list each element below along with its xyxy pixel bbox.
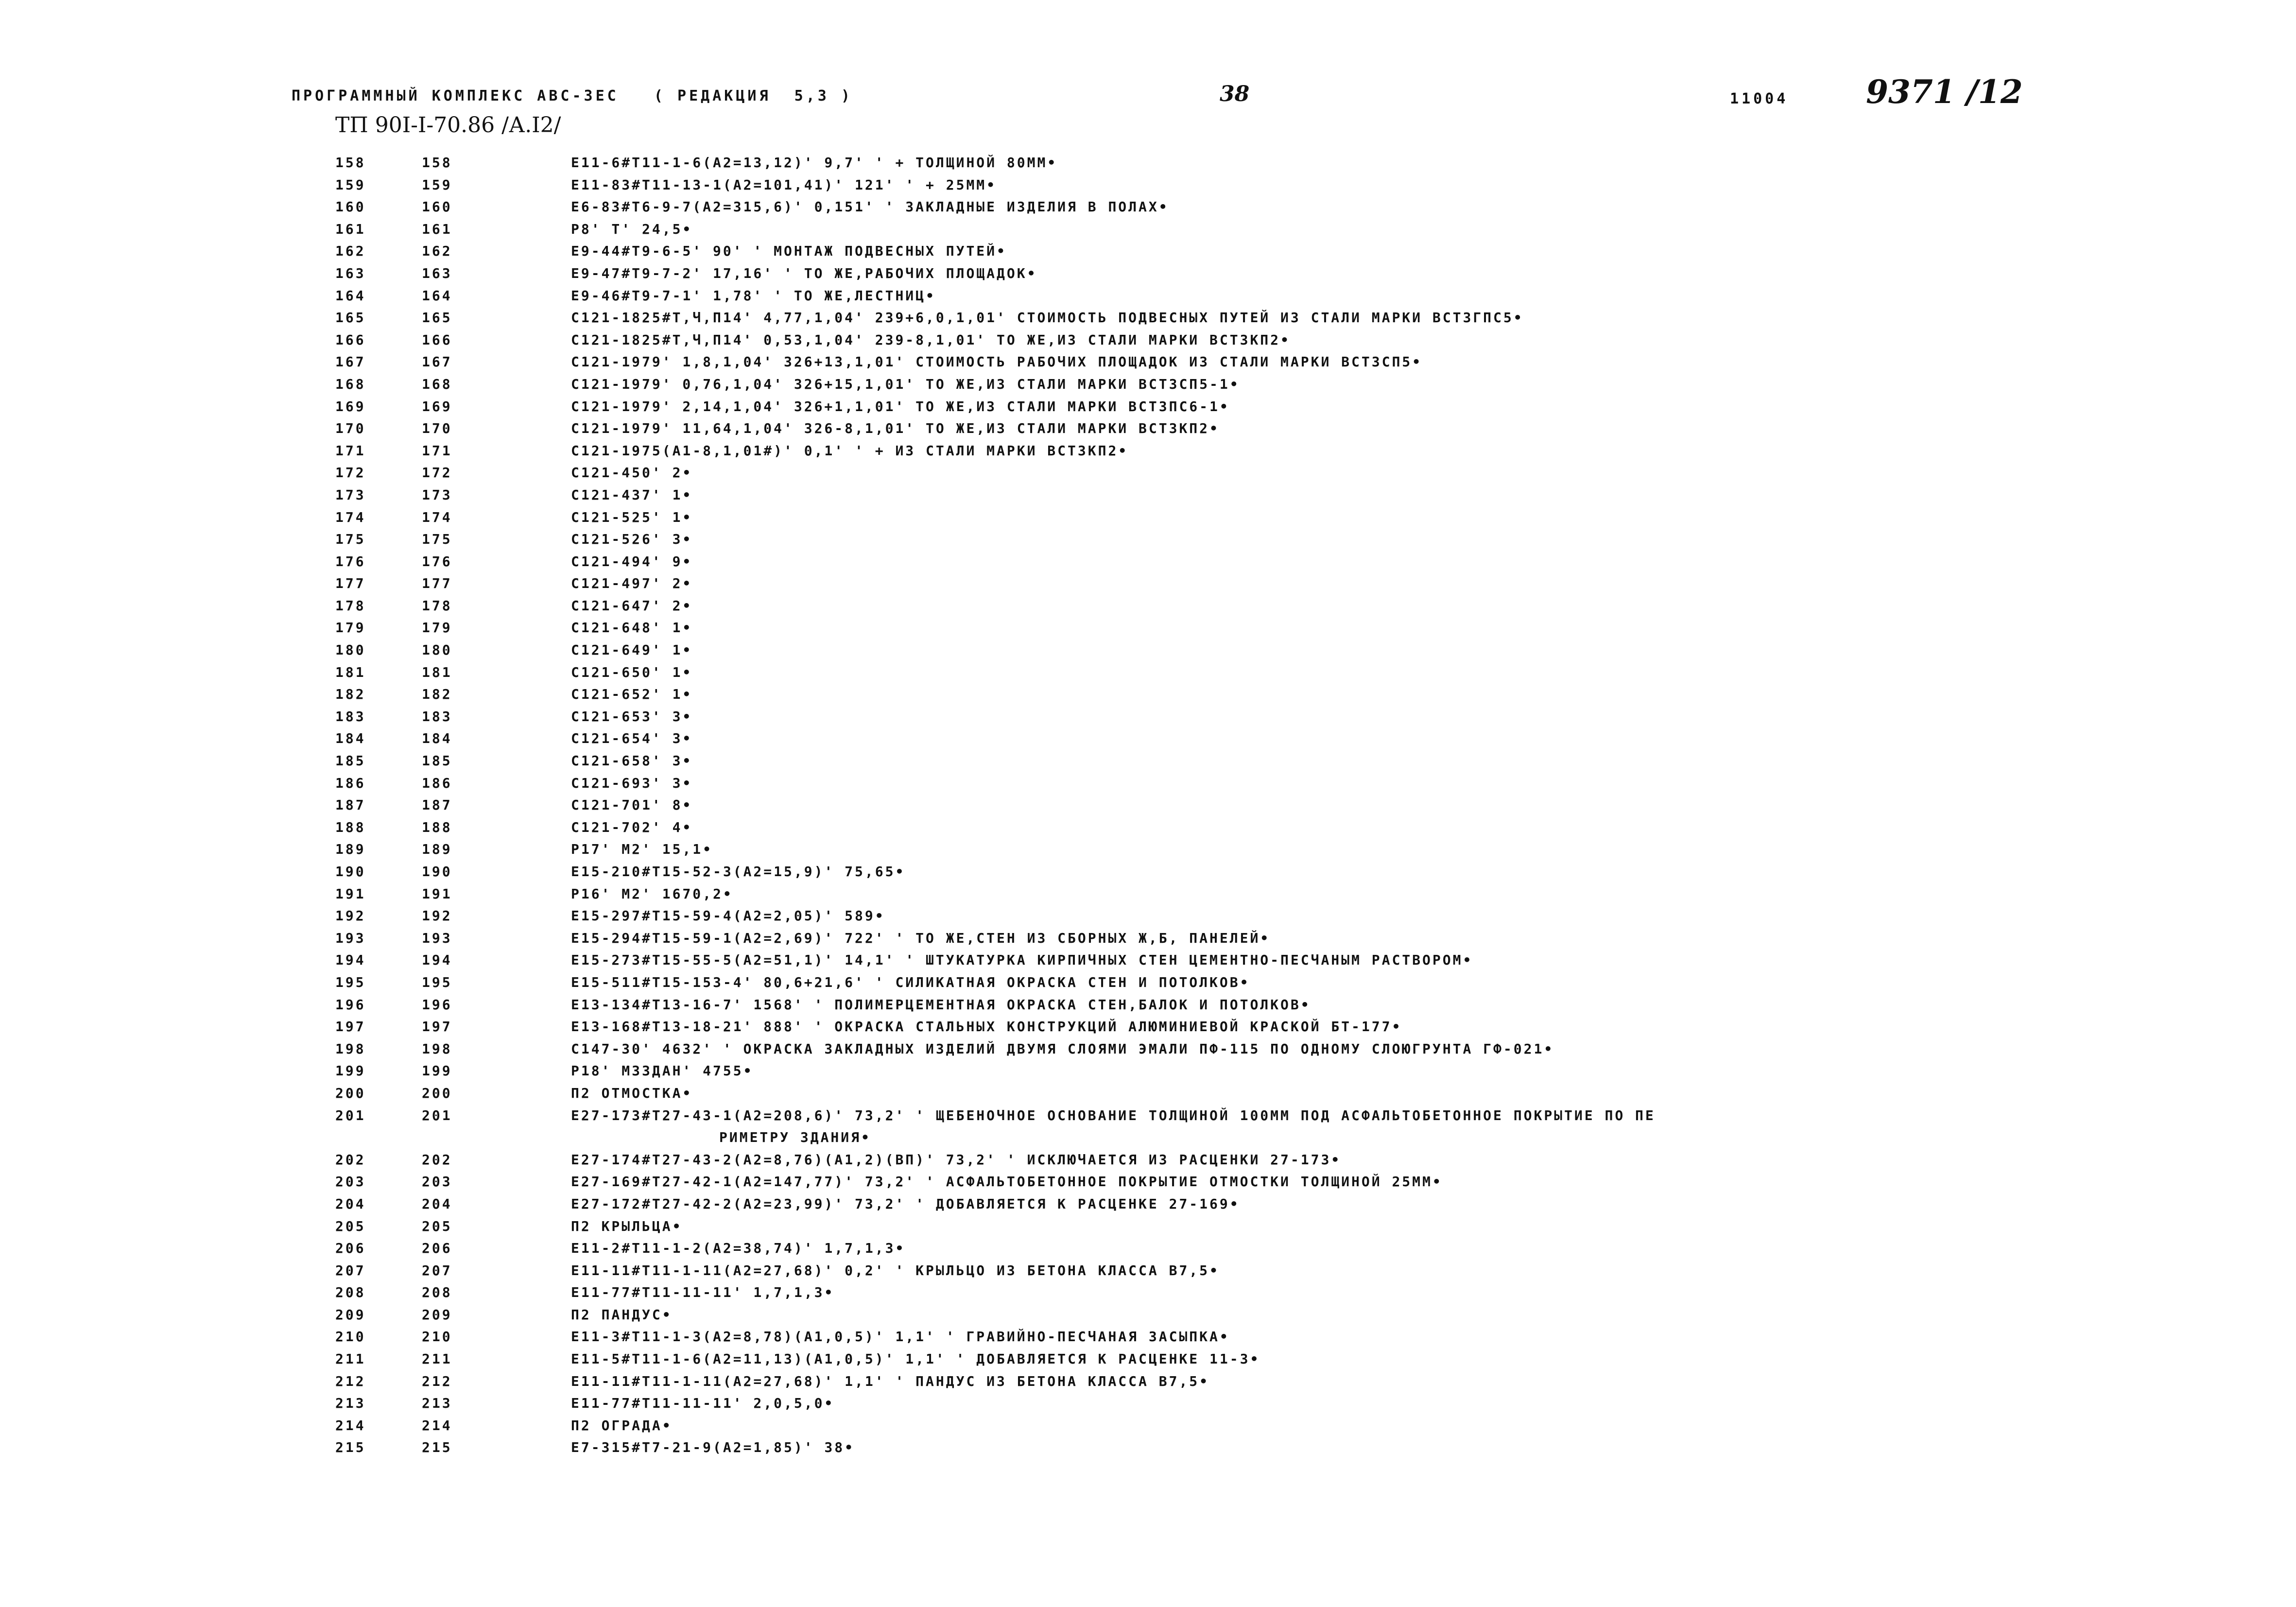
line-number: 212 bbox=[335, 1373, 366, 1389]
statement-number: 181 bbox=[422, 664, 452, 680]
line-number: 168 bbox=[335, 376, 366, 392]
line-number: 204 bbox=[335, 1195, 366, 1212]
statement-text: Е6-83#Т6-9-7(А2=315,6)' 0,151' ' ЗАКЛАДНЫЕ ИЗДЕЛИЯ В ПОЛАХ• bbox=[571, 199, 1169, 215]
line-number: 167 bbox=[335, 354, 366, 370]
statement-number: 197 bbox=[422, 1019, 452, 1035]
table-row bbox=[0, 708, 2296, 731]
line-number: 200 bbox=[335, 1085, 366, 1101]
table-row bbox=[0, 420, 2296, 443]
table-row bbox=[0, 1373, 2296, 1396]
statement-text: С121-701' 8• bbox=[571, 797, 693, 813]
statement-number: 192 bbox=[422, 908, 452, 924]
statement-number: 214 bbox=[422, 1417, 452, 1434]
line-number: 182 bbox=[335, 686, 366, 703]
statement-text: Е11-5#Т11-1-6(А2=11,13)(А1,0,5)' 1,1' ' ДОБАВЛЯЕТСЯ К РАСЦЕНКЕ 11-3• bbox=[571, 1351, 1260, 1367]
statement-text: С121-494' 9• bbox=[571, 553, 693, 570]
table-row bbox=[0, 620, 2296, 642]
line-number: 158 bbox=[335, 155, 366, 171]
statement-number: 175 bbox=[422, 531, 452, 548]
statement-text: Е27-169#Т27-42-1(А2=147,77)' 73,2' ' АСФАЛЬТОБЕТОННОЕ ПОКРЫТИЕ ОТМОСТКИ ТОЛЩИНОЙ 25ММ• bbox=[571, 1174, 1443, 1190]
line-number: 187 bbox=[335, 797, 366, 813]
statement-number: 213 bbox=[422, 1395, 452, 1412]
statement-number: 215 bbox=[422, 1439, 452, 1456]
statement-text: П2 ПАНДУС• bbox=[571, 1306, 673, 1323]
table-row bbox=[0, 730, 2296, 753]
line-number: 181 bbox=[335, 664, 366, 680]
project-subtitle: ТП 90I-I-70.86 /А.I2/ bbox=[335, 113, 561, 138]
statement-number: 164 bbox=[422, 287, 452, 304]
statement-text: Е15-297#Т15-59-4(А2=2,05)' 589• bbox=[571, 908, 885, 924]
line-number: 213 bbox=[335, 1395, 366, 1412]
statement-number: 187 bbox=[422, 797, 452, 813]
table-row bbox=[0, 1196, 2296, 1218]
statement-text: С121-1825#Т,Ч,П14' 4,77,1,04' 239+6,0,1,01' СТОИМОСТЬ ПОДВЕСНЫХ ПУТЕЙ ИЗ СТАЛИ МАРКИ ВСТЗГПС5• bbox=[571, 310, 1524, 326]
table-row bbox=[0, 1351, 2296, 1373]
statement-number: 190 bbox=[422, 864, 452, 880]
statement-number: 198 bbox=[422, 1040, 452, 1057]
line-number: 164 bbox=[335, 287, 366, 304]
statement-number: 191 bbox=[422, 885, 452, 902]
program-title: ПРОГРАММНЫЙ КОМПЛЕКС АВС-3ЕС ( РЕДАКЦИЯ 5,3 ) bbox=[292, 87, 853, 104]
line-number: 201 bbox=[335, 1107, 366, 1123]
table-row bbox=[0, 686, 2296, 708]
table-row bbox=[0, 221, 2296, 243]
statement-number: 172 bbox=[422, 465, 452, 481]
statement-text: Е11-77#Т11-11-11' 1,7,1,3• bbox=[571, 1284, 835, 1301]
statement-number: 208 bbox=[422, 1284, 452, 1301]
statement-text: Р18' МЗЗДАН' 4755• bbox=[571, 1063, 754, 1079]
statement-number: 186 bbox=[422, 775, 452, 791]
statement-number: 176 bbox=[422, 553, 452, 570]
table-row bbox=[0, 1329, 2296, 1351]
table-row bbox=[0, 952, 2296, 974]
table-row bbox=[0, 1063, 2296, 1085]
line-number: 178 bbox=[335, 597, 366, 614]
line-number: 211 bbox=[335, 1351, 366, 1367]
statement-text: Е11-3#Т11-1-3(А2=8,78)(А1,0,5)' 1,1' ' ГРАВИЙНО-ПЕСЧАНАЯ ЗАСЫПКА• bbox=[571, 1329, 1230, 1345]
statement-number: 162 bbox=[422, 243, 452, 259]
table-row bbox=[0, 1395, 2296, 1417]
table-row bbox=[0, 354, 2296, 376]
line-number: 162 bbox=[335, 243, 366, 259]
statement-number: 161 bbox=[422, 221, 452, 237]
statement-text: С121-702' 4• bbox=[571, 819, 693, 835]
statement-text: С121-653' 3• bbox=[571, 708, 693, 725]
table-row bbox=[0, 288, 2296, 310]
statement-text: С121-652' 1• bbox=[571, 686, 693, 703]
statement-text: Е13-168#Т13-18-21' 888' ' ОКРАСКА СТАЛЬНЫХ КОНСТРУКЦИЙ АЛЮМИНИЕВОЙ КРАСКОЙ БТ-177• bbox=[571, 1019, 1402, 1035]
line-number: 176 bbox=[335, 553, 366, 570]
table-row bbox=[0, 509, 2296, 532]
table-row bbox=[0, 310, 2296, 332]
listing-rows bbox=[0, 155, 2296, 1462]
statement-text: С121-647' 2• bbox=[571, 597, 693, 614]
line-number: 194 bbox=[335, 952, 366, 968]
statement-text: Е15-273#Т15-55-5(А2=51,1)' 14,1' ' ШТУКАТУРКА КИРПИЧНЫХ СТЕН ЦЕМЕНТНО-ПЕСЧАНЫМ РАСТВОРОМ• bbox=[571, 952, 1473, 968]
statement-text: С121-1979' 1,8,1,04' 326+13,1,01' СТОИМОСТЬ РАБОЧИХ ПЛОЩАДОК ИЗ СТАЛИ МАРКИ ВСТЗСП5• bbox=[571, 354, 1423, 370]
table-row bbox=[0, 332, 2296, 354]
line-number: 160 bbox=[335, 199, 366, 215]
statement-number: 173 bbox=[422, 486, 452, 503]
table-row bbox=[0, 908, 2296, 930]
statement-text: С121-1979' 11,64,1,04' 326-8,1,01' ТО ЖЕ,ИЗ СТАЛИ МАРКИ ВСТЗКП2• bbox=[571, 420, 1220, 437]
line-number: 205 bbox=[335, 1218, 366, 1234]
table-row bbox=[0, 553, 2296, 576]
statement-number: 188 bbox=[422, 819, 452, 835]
table-row bbox=[0, 575, 2296, 598]
statement-text: С121-450' 2• bbox=[571, 465, 693, 481]
statement-text: Р16' М2' 1670,2• bbox=[571, 885, 733, 902]
statement-number: 165 bbox=[422, 310, 452, 326]
statement-text: С121-526' 3• bbox=[571, 531, 693, 548]
statement-number: 184 bbox=[422, 730, 452, 747]
page-number: 38 bbox=[1220, 82, 1250, 106]
statement-text: Е11-77#Т11-11-11' 2,0,5,0• bbox=[571, 1395, 835, 1412]
statement-text: Е27-173#Т27-43-1(А2=208,6)' 73,2' ' ЩЕБЕНОЧНОЕ ОСНОВАНИЕ ТОЛЩИНОЙ 100ММ ПОД АСФАЛЬТОБЕТОННОЕ ПОКРЫТИЕ ПО ПЕ bbox=[571, 1107, 1656, 1123]
statement-text: С121-437' 1• bbox=[571, 486, 693, 503]
table-row bbox=[0, 177, 2296, 199]
statement-text: Е13-134#Т13-16-7' 1568' ' ПОЛИМЕРЦЕМЕНТНАЯ ОКРАСКА СТЕН,БАЛОК И ПОТОЛКОВ• bbox=[571, 996, 1311, 1013]
table-row bbox=[0, 1262, 2296, 1285]
statement-text: С121-658' 3• bbox=[571, 753, 693, 769]
statement-number: 177 bbox=[422, 575, 452, 592]
statement-number: 159 bbox=[422, 176, 452, 193]
statement-text: Е9-46#Т9-7-1' 1,78' ' ТО ЖЕ,ЛЕСТНИЦ• bbox=[571, 287, 936, 304]
statement-number: 183 bbox=[422, 708, 452, 725]
statement-text: С147-30' 4632' ' ОКРАСКА ЗАКЛАДНЫХ ИЗДЕЛИЙ ДВУМЯ СЛОЯМИ ЭМАЛИ ПФ-115 ПО ОДНОМУ СЛОЮГРУНТА ГФ-021• bbox=[571, 1040, 1554, 1057]
statement-number: 178 bbox=[422, 597, 452, 614]
line-number: 177 bbox=[335, 575, 366, 592]
line-number: 203 bbox=[335, 1174, 366, 1190]
line-number: 186 bbox=[335, 775, 366, 791]
statement-text: Р17' М2' 15,1• bbox=[571, 841, 713, 858]
statement-text: П2 КРЫЛЬЦА• bbox=[571, 1218, 683, 1234]
statement-number: 207 bbox=[422, 1262, 452, 1279]
statement-text: С121-525' 1• bbox=[571, 509, 693, 525]
statement-number: 194 bbox=[422, 952, 452, 968]
statement-number: 201 bbox=[422, 1107, 452, 1123]
statement-text: С121-1825#Т,Ч,П14' 0,53,1,04' 239-8,1,01' ТО ЖЕ,ИЗ СТАЛИ МАРКИ ВСТЗКП2• bbox=[571, 331, 1291, 348]
statement-number: 168 bbox=[422, 376, 452, 392]
table-row bbox=[0, 1417, 2296, 1440]
table-row bbox=[0, 155, 2296, 177]
table-row bbox=[0, 775, 2296, 797]
table-row bbox=[0, 997, 2296, 1019]
statement-text: С121-693' 3• bbox=[571, 775, 693, 791]
statement-number: 205 bbox=[422, 1218, 452, 1234]
line-number: 195 bbox=[335, 974, 366, 990]
line-number: 180 bbox=[335, 642, 366, 658]
document-code: 11004 bbox=[1730, 90, 1789, 107]
statement-number: 169 bbox=[422, 398, 452, 415]
statement-number: 189 bbox=[422, 841, 452, 858]
line-number: 172 bbox=[335, 465, 366, 481]
line-number: 199 bbox=[335, 1063, 366, 1079]
statement-number: 180 bbox=[422, 642, 452, 658]
line-number: 161 bbox=[335, 221, 366, 237]
table-row bbox=[0, 642, 2296, 664]
line-number: 159 bbox=[335, 176, 366, 193]
statement-text: Е9-47#Т9-7-2' 17,16' ' ТО ЖЕ,РАБОЧИХ ПЛОЩАДОК• bbox=[571, 265, 1037, 281]
statement-text: С121-650' 1• bbox=[571, 664, 693, 680]
statement-number: 160 bbox=[422, 199, 452, 215]
statement-number: 158 bbox=[422, 155, 452, 171]
statement-number: 200 bbox=[422, 1085, 452, 1101]
statement-number: 202 bbox=[422, 1151, 452, 1168]
line-number: 215 bbox=[335, 1439, 366, 1456]
statement-text: Е15-511#Т15-153-4' 80,6+21,6' ' СИЛИКАТНАЯ ОКРАСКА СТЕН И ПОТОЛКОВ• bbox=[571, 974, 1250, 990]
statement-text: Е11-11#Т11-1-11(А2=27,68)' 0,2' ' КРЫЛЬЦО ИЗ БЕТОНА КЛАССА В7,5• bbox=[571, 1262, 1220, 1279]
statement-number: 212 bbox=[422, 1373, 452, 1389]
table-row bbox=[0, 1085, 2296, 1107]
table-row bbox=[0, 864, 2296, 886]
table-row bbox=[0, 1439, 2296, 1462]
line-number: 197 bbox=[335, 1019, 366, 1035]
statement-number: 179 bbox=[422, 620, 452, 636]
line-number: 193 bbox=[335, 930, 366, 946]
statement-text: Е15-210#Т15-52-3(А2=15,9)' 75,65• bbox=[571, 864, 906, 880]
line-number: 163 bbox=[335, 265, 366, 281]
statement-text: Е9-44#Т9-6-5' 90' ' МОНТАЖ ПОДВЕСНЫХ ПУТЕЙ• bbox=[571, 243, 1007, 259]
table-row bbox=[0, 1218, 2296, 1241]
table-row bbox=[0, 443, 2296, 465]
table-row bbox=[0, 819, 2296, 842]
statement-number: 167 bbox=[422, 354, 452, 370]
table-row bbox=[0, 531, 2296, 553]
line-number: 196 bbox=[335, 996, 366, 1013]
statement-text: С121-648' 1• bbox=[571, 620, 693, 636]
statement-text: Е11-83#Т11-13-1(А2=101,41)' 121' ' + 25ММ• bbox=[571, 176, 997, 193]
line-number: 189 bbox=[335, 841, 366, 858]
statement-number: 196 bbox=[422, 996, 452, 1013]
line-number: 171 bbox=[335, 442, 366, 459]
statement-text: Е11-6#Т11-1-6(А2=13,12)' 9,7' ' + ТОЛЩИНОЙ 80ММ• bbox=[571, 155, 1058, 171]
table-row bbox=[0, 841, 2296, 864]
statement-number: 174 bbox=[422, 509, 452, 525]
statement-text: С121-1975(А1-8,1,01#)' 0,1' ' + ИЗ СТАЛИ МАРКИ ВСТЗКП2• bbox=[571, 442, 1129, 459]
table-row bbox=[0, 376, 2296, 398]
line-number: 190 bbox=[335, 864, 366, 880]
line-number: 175 bbox=[335, 531, 366, 548]
table-row bbox=[0, 465, 2296, 487]
statement-number: 209 bbox=[422, 1306, 452, 1323]
line-number: 170 bbox=[335, 420, 366, 437]
statement-text: П2 ОТМОСТКА• bbox=[571, 1085, 693, 1101]
table-row bbox=[0, 1019, 2296, 1041]
line-number: 188 bbox=[335, 819, 366, 835]
line-number: 184 bbox=[335, 730, 366, 747]
statement-number: 170 bbox=[422, 420, 452, 437]
statement-text: С121-654' 3• bbox=[571, 730, 693, 747]
table-row bbox=[0, 930, 2296, 952]
line-number: 183 bbox=[335, 708, 366, 725]
table-row bbox=[0, 487, 2296, 509]
sheet-number: 9371 /12 bbox=[1866, 73, 2023, 111]
line-number: 208 bbox=[335, 1284, 366, 1301]
line-number: 202 bbox=[335, 1151, 366, 1168]
table-row bbox=[0, 598, 2296, 620]
table-row bbox=[0, 753, 2296, 775]
statement-text: С121-497' 2• bbox=[571, 575, 693, 592]
statement-text: П2 ОГРАДА• bbox=[571, 1417, 673, 1434]
line-number: 191 bbox=[335, 885, 366, 902]
table-row bbox=[0, 1152, 2296, 1174]
table-row bbox=[0, 974, 2296, 997]
statement-number: 195 bbox=[422, 974, 452, 990]
table-row bbox=[0, 199, 2296, 221]
line-number: 206 bbox=[335, 1240, 366, 1257]
line-number: 173 bbox=[335, 486, 366, 503]
statement-number: 211 bbox=[422, 1351, 452, 1367]
statement-number: 171 bbox=[422, 442, 452, 459]
line-number: 209 bbox=[335, 1306, 366, 1323]
line-number: 207 bbox=[335, 1262, 366, 1279]
line-number: 210 bbox=[335, 1329, 366, 1345]
table-row bbox=[0, 797, 2296, 819]
table-row bbox=[0, 1284, 2296, 1307]
table-row bbox=[0, 243, 2296, 265]
line-number: 185 bbox=[335, 753, 366, 769]
statement-text: С121-649' 1• bbox=[571, 642, 693, 658]
statement-continuation: РИМЕТРУ ЗДАНИЯ• bbox=[719, 1129, 871, 1146]
statement-text: Е7-315#Т7-21-9(А2=1,85)' 38• bbox=[571, 1439, 855, 1456]
statement-number: 163 bbox=[422, 265, 452, 281]
statement-text: Р8' Т' 24,5• bbox=[571, 221, 693, 237]
line-number: 192 bbox=[335, 908, 366, 924]
table-row bbox=[0, 1307, 2296, 1329]
table-row bbox=[0, 1107, 2296, 1152]
statement-text: Е27-174#Т27-43-2(А2=8,76)(А1,2)(ВП)' 73,2' ' ИСКЛЮЧАЕТСЯ ИЗ РАСЦЕНКИ 27-173• bbox=[571, 1151, 1342, 1168]
statement-number: 185 bbox=[422, 753, 452, 769]
statement-text: Е27-172#Т27-42-2(А2=23,99)' 73,2' ' ДОБАВЛЯЕТСЯ К РАСЦЕНКЕ 27-169• bbox=[571, 1195, 1240, 1212]
line-number: 165 bbox=[335, 310, 366, 326]
statement-number: 182 bbox=[422, 686, 452, 703]
statement-number: 193 bbox=[422, 930, 452, 946]
line-number: 214 bbox=[335, 1417, 366, 1434]
line-number: 166 bbox=[335, 331, 366, 348]
statement-number: 206 bbox=[422, 1240, 452, 1257]
statement-number: 199 bbox=[422, 1063, 452, 1079]
statement-text: С121-1979' 0,76,1,04' 326+15,1,01' ТО ЖЕ,ИЗ СТАЛИ МАРКИ ВСТЗСП5-1• bbox=[571, 376, 1240, 392]
statement-text: Е15-294#Т15-59-1(А2=2,69)' 722' ' ТО ЖЕ,СТЕН ИЗ СБОРНЫХ Ж,Б, ПАНЕЛЕЙ• bbox=[571, 930, 1271, 946]
line-number: 174 bbox=[335, 509, 366, 525]
line-number: 169 bbox=[335, 398, 366, 415]
table-row bbox=[0, 886, 2296, 908]
statement-text: Е11-11#Т11-1-11(А2=27,68)' 1,1' ' ПАНДУС ИЗ БЕТОНА КЛАССА В7,5• bbox=[571, 1373, 1210, 1389]
table-row bbox=[0, 1174, 2296, 1196]
statement-text: Е11-2#Т11-1-2(А2=38,74)' 1,7,1,3• bbox=[571, 1240, 906, 1257]
statement-number: 204 bbox=[422, 1195, 452, 1212]
line-number: 198 bbox=[335, 1040, 366, 1057]
table-row bbox=[0, 664, 2296, 687]
statement-number: 203 bbox=[422, 1174, 452, 1190]
table-row bbox=[0, 398, 2296, 421]
statement-text: С121-1979' 2,14,1,04' 326+1,1,01' ТО ЖЕ,ИЗ СТАЛИ МАРКИ ВСТЗПС6-1• bbox=[571, 398, 1230, 415]
statement-number: 166 bbox=[422, 331, 452, 348]
table-row bbox=[0, 1041, 2296, 1063]
table-row bbox=[0, 1240, 2296, 1262]
table-row bbox=[0, 265, 2296, 288]
line-number: 179 bbox=[335, 620, 366, 636]
statement-number: 210 bbox=[422, 1329, 452, 1345]
